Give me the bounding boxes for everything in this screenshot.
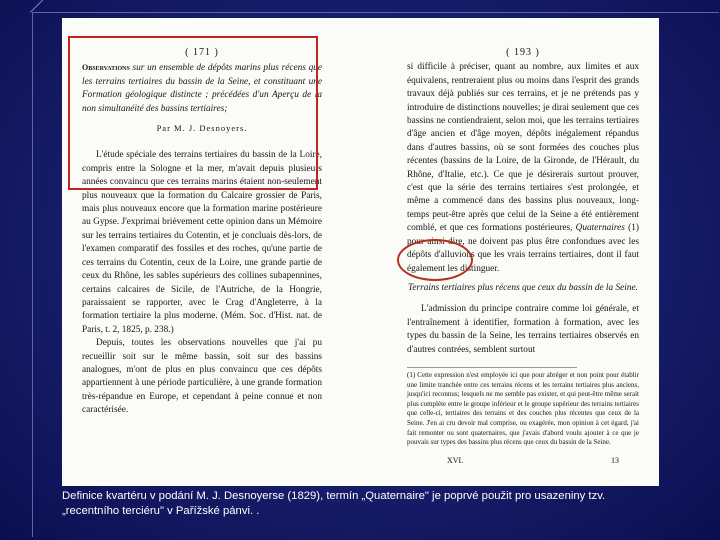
scanned-document <box>62 18 659 486</box>
caption-line-1: Definice kvartéru v podání M. J. Desnoyerse (1829), termín „Quaternaire" je poprvé použit pro usazeniny tzv. <box>62 490 606 502</box>
slide-corner-decoration <box>30 0 49 13</box>
left-page-number: ( 171 ) <box>185 47 219 58</box>
right-paragraph-1-end: (1) pour ainsi dire, ne doivent pas plus être confondues avec les dépôts d'alluvions que les vrais terrains tertiaires, dont il faut également les distinguer. <box>407 223 640 274</box>
right-page-number: ( 193 ) <box>506 47 540 58</box>
right-paragraph-2: L'admission du principe contraire comme loi générale, et l'entraînement à identifier, formation à formation, avec les types du bassin de la Seine, les terrains tertiaires observés en d'autres contrées, semblent surtout <box>407 304 639 355</box>
title-highlight-box <box>68 36 318 190</box>
section-heading: Terrains tertiaires plus récens que ceux du bassin de la Seine. <box>408 282 638 293</box>
sheet-number: 13 <box>611 455 619 465</box>
signature-mark: XVI. <box>447 455 464 465</box>
footnote: (1) Cette expression n'est employée ici que pour abréger et non point pour établir une limite tranchée entre ces terrains récens et les terrains tertiaires plus anciens, jusqu'ici reconnus; lesquels ne me semble pas exister, et qui peut-être même serait plus complète entre le groupe inférieur et le groupe supérieur des terrains tertiaires que celle-ci, tertiaires des terrains et des couches plus récentes que ceux de la Seine. J'en ai cru devoir mal comprise, ou exagérée, mon opinion à cet égard, j'ai fait remonter ou sont quaternaires, que j'avais d'abord voulu ajouter à ce que je pouvais sur types des bassins plus récens que ceux du bassin de la Seine. <box>407 370 639 447</box>
left-paragraph-1: L'étude spéciale des terrains tertiaires du bassin de la Loire, compris entre la Sologne et la mer, m'avait depuis plusieurs années convaincu que ces terrains marins étaient non-seulement plus nouveaux que la formation du Calcaire grossier de Paris, mais plus nouveaux encore que la formation marine postérieure au Gypse. J'exprimai brièvement cette opinion dans un Mémoire sur les terrains tertiaires du Cotentin, et je concluais dès-lors, de l'examen comparatif des fossiles et des roches, qu'une partie de ces terrains du Cotentin, ceux de la Loire, une grande partie de ceux du Rhône, les sables supérieurs des collines subapennines, certains calcaires de Sicile, de l'Autriche, de la Hongrie, paraissaient se rapporter, avec le Crag d'Angleterre, à la formation tertiaire la plus moderne. (Mém. Soc. d'Hist. nat. de Paris, t. 2, 1825, p. 238.) <box>82 150 322 335</box>
right-paragraph-1-text: si difficile à préciser, quant au nombre, aux limites et aux équivalens, rentreraient plus ou moins dans l'esprit des grands travaux déjà publiés sur ces terrains, et je ne prétends pas y introduire de distinctions nouvelles; je dirai seulement que ces bassins ne contiendraient, selon moi, que les terrains tertiaires d'âge ancien et d'âge moyen, dépôts inégalement répandus dans d'autres bassins, où se sont formées des couches plus récentes (bassins de la Loire, de la Gironde, de l'Hérault, du Rhône, d'Italie, etc.). Ce que je désirerais surtout prouver, c'est que la série des terrains tertiaires s'est prolongée, et même a commencé dans des bassins plus nouveaux, long-temps peut-être après que celui de la Seine a été entièrement comblé, et que ces formations postérieures, <box>407 62 639 234</box>
caption-line-2: „recentního terciéru" v Pařížské pánvi. . <box>62 505 260 517</box>
article-title-caps: Observations <box>82 63 130 73</box>
article-author: Par M. J. Desnoyers. <box>156 123 248 134</box>
article-title-text: sur un ensemble de dépôts marins plus récens que les terrains tertiaires du bassin de la Seine, et constituant une Formation géologique distincte ; précédées d'un Aperçu de la non simultanéité des bassins tertiaires; <box>82 63 322 114</box>
left-paragraph-2: Depuis, toutes les observations nouvelles que j'ai pu recueillir soit sur le même bassin, soit sur des bassins analogues, m'ont de plus en plus convaincu que ces dépôts appartiennent à une période particulière, à une grande formation très-répandue en Europe, et cependant à peine connue et non caractérisée. <box>82 338 322 416</box>
quaternaires-word: Quaternaires <box>575 223 625 234</box>
slide-caption <box>62 489 702 519</box>
page-footer <box>407 454 639 467</box>
quaternaire-highlight-circle <box>397 239 473 281</box>
